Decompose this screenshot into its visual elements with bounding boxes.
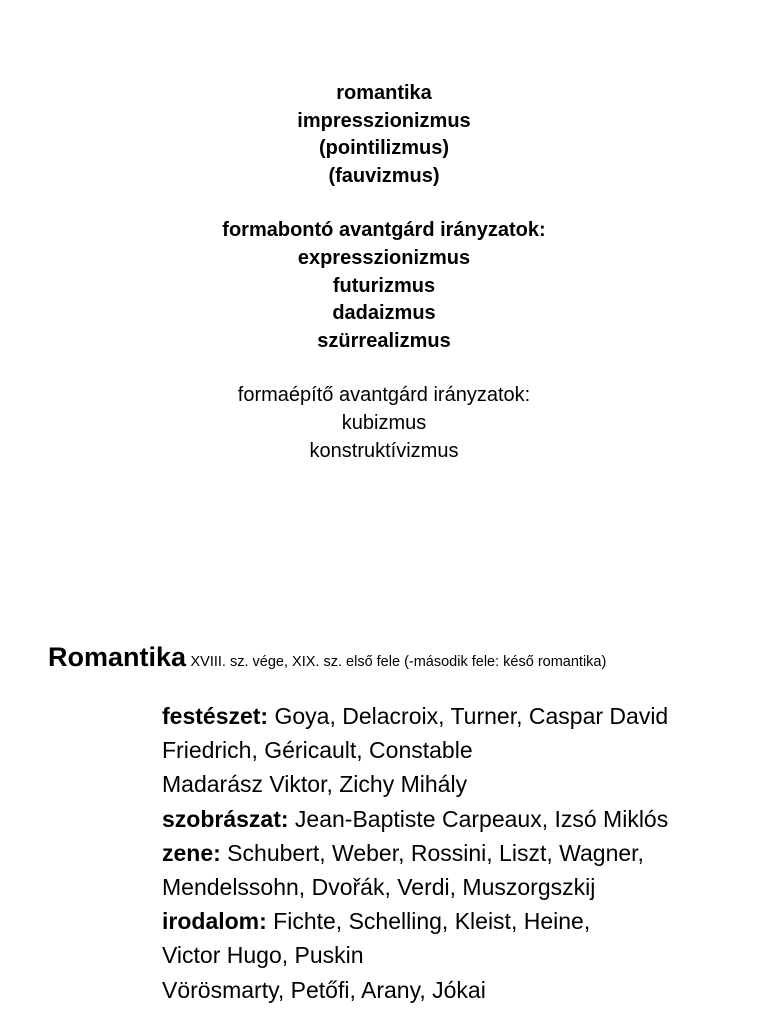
list-item: (fauvizmus): [328, 164, 440, 187]
painting-label: festészet:: [162, 703, 269, 729]
literature-line: [162, 904, 742, 938]
painting-line: [162, 699, 742, 733]
section-title: Romantika: [48, 642, 187, 672]
painting-text: Goya, Delacroix, Turner, Caspar David: [268, 703, 669, 729]
literature-label: irodalom:: [162, 908, 267, 935]
literature-line-3: Vörösmarty, Petőfi, Arany, Jókai: [162, 976, 486, 1003]
literature-text: Fichte, Schelling, Kleist, Heine,: [266, 908, 591, 935]
painting-line-2: Friedrich, Géricault, Constable: [162, 737, 473, 764]
top-text-block: [0, 80, 768, 465]
music-line: [162, 836, 742, 870]
list-item: szürrealizmus: [317, 329, 451, 352]
music-line-2: Mendelssohn, Dvořák, Verdi, Muszorgszkij: [162, 874, 596, 901]
spacer: [0, 190, 768, 217]
list-item: romantika: [336, 82, 432, 104]
body-list: [162, 699, 742, 1007]
spacer: [0, 355, 768, 382]
sculpture-text: Jean-Baptiste Carpeaux, Izsó Miklós: [288, 805, 669, 832]
list-item: futurizmus: [332, 274, 436, 297]
literature-line-2: Victor Hugo, Puskin: [162, 942, 364, 969]
list-item: dadaizmus: [332, 302, 436, 325]
sculpture-line: [162, 802, 742, 836]
list-item: impresszionizmus: [297, 109, 471, 132]
music-text: Schubert, Weber, Rossini, Liszt, Wagner,: [220, 839, 644, 866]
sculpture-label: szobrászat:: [162, 805, 289, 832]
painting-line-3: Madarász Viktor, Zichy Mihály: [162, 771, 468, 798]
group-heading-formaepito: formaépítő avantgárd irányzatok:: [237, 384, 531, 407]
section-subtitle: XVIII. sz. vége, XIX. sz. első fele (-második fele: késő romantika): [190, 654, 607, 670]
list-item: kubizmus: [341, 411, 427, 434]
list-item: expresszionizmus: [297, 246, 471, 269]
music-label: zene:: [162, 839, 221, 866]
list-item: konstruktívizmus: [309, 439, 459, 462]
group-heading-formabonto: formabontó avantgárd irányzatok:: [222, 219, 546, 242]
section-title-row: [48, 642, 606, 673]
list-item: (pointilizmus): [319, 137, 449, 160]
